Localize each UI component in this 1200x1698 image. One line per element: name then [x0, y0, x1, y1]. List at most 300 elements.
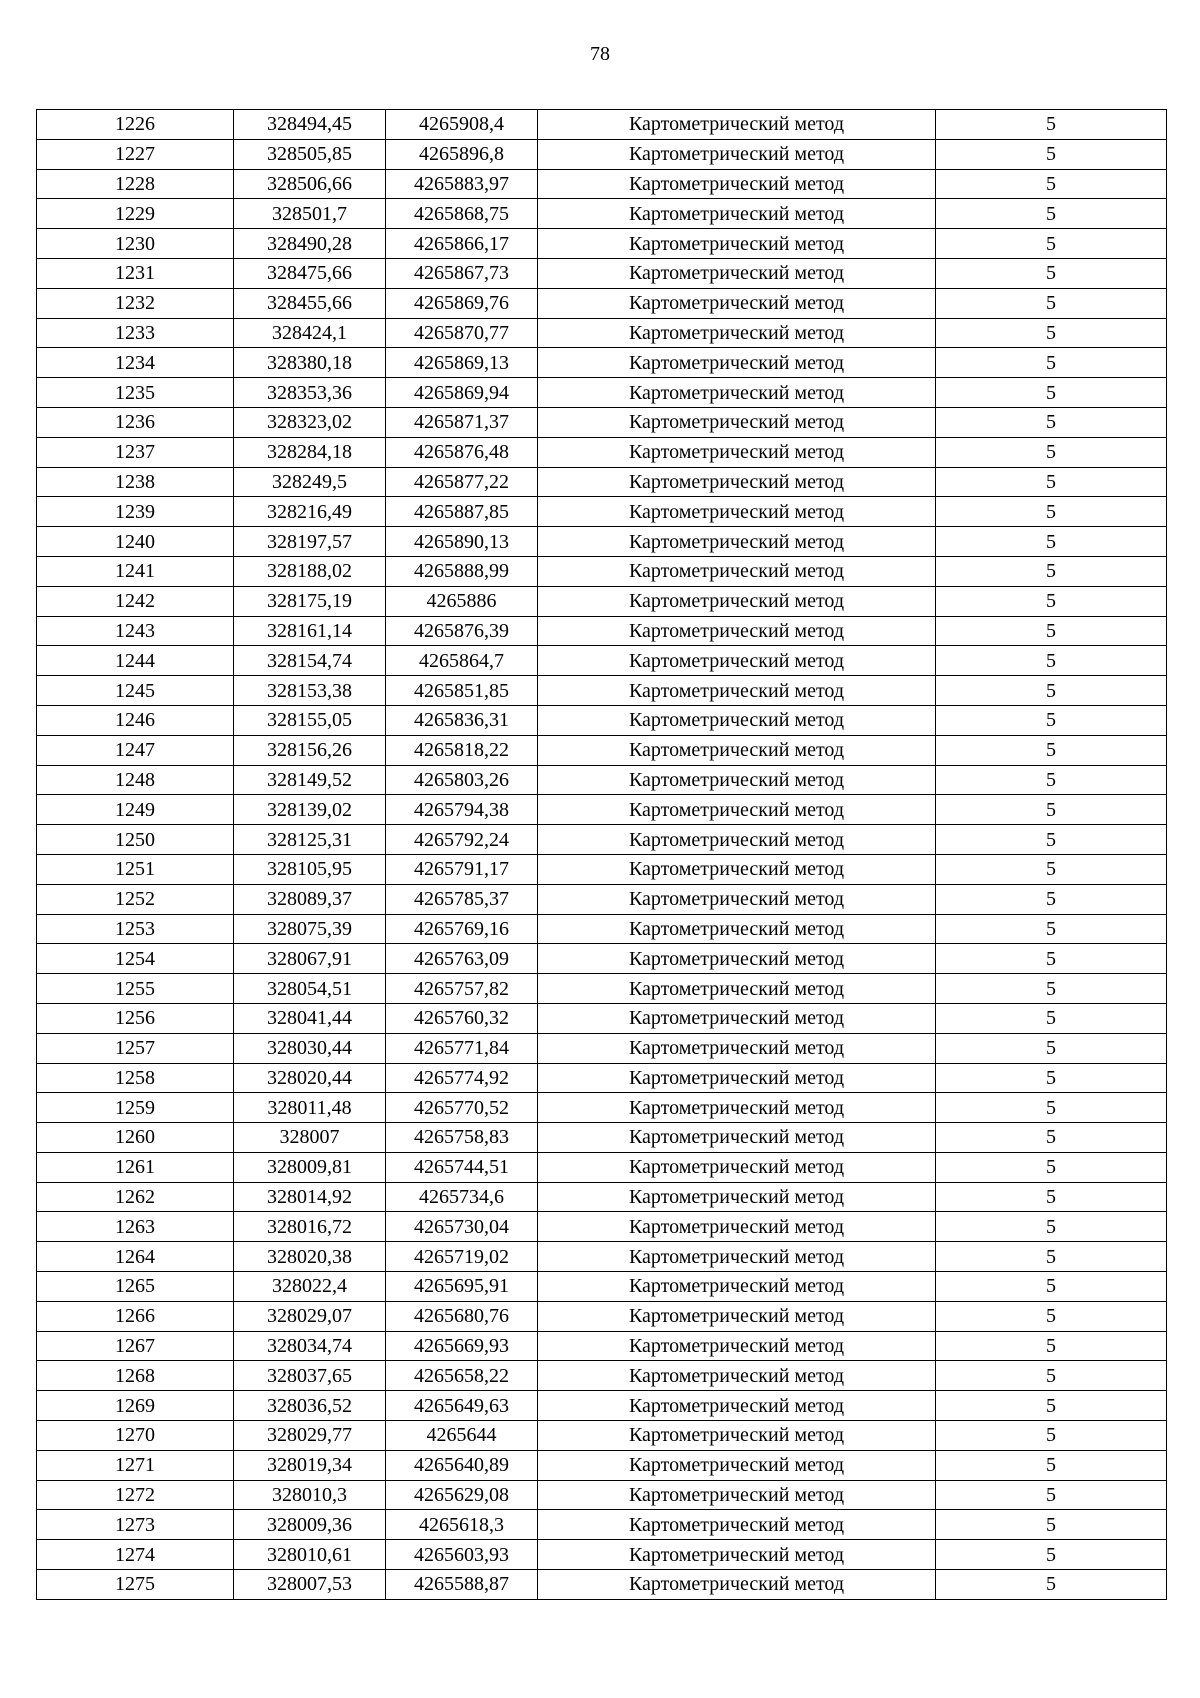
point-number-cell: 1245: [37, 676, 234, 706]
x-coordinate-cell: 328010,61: [234, 1540, 386, 1570]
table-row: [37, 288, 1167, 318]
y-coordinate-cell: 4265603,93: [386, 1540, 538, 1570]
y-coordinate-cell: 4265774,92: [386, 1063, 538, 1093]
table-row: [37, 854, 1167, 884]
method-cell: Картометрический метод: [538, 1242, 936, 1272]
y-coordinate-cell: 4265649,63: [386, 1391, 538, 1421]
method-cell: Картометрический метод: [538, 1182, 936, 1212]
table-row: [37, 169, 1167, 199]
table-row: [37, 944, 1167, 974]
precision-cell: 5: [936, 1570, 1167, 1600]
precision-cell: 5: [936, 437, 1167, 467]
method-cell: Картометрический метод: [538, 467, 936, 497]
x-coordinate-cell: 328156,26: [234, 735, 386, 765]
x-coordinate-cell: 328020,38: [234, 1242, 386, 1272]
method-cell: Картометрический метод: [538, 914, 936, 944]
point-number-cell: 1236: [37, 407, 234, 437]
y-coordinate-cell: 4265757,82: [386, 974, 538, 1004]
x-coordinate-cell: 328506,66: [234, 169, 386, 199]
table-row: [37, 1570, 1167, 1600]
table-row: [37, 378, 1167, 408]
precision-cell: 5: [936, 169, 1167, 199]
point-number-cell: 1232: [37, 288, 234, 318]
precision-cell: 5: [936, 735, 1167, 765]
y-coordinate-cell: 4265658,22: [386, 1361, 538, 1391]
y-coordinate-cell: 4265769,16: [386, 914, 538, 944]
method-cell: Картометрический метод: [538, 1033, 936, 1063]
x-coordinate-cell: 328075,39: [234, 914, 386, 944]
point-number-cell: 1260: [37, 1123, 234, 1153]
method-cell: Картометрический метод: [538, 348, 936, 378]
y-coordinate-cell: 4265887,85: [386, 497, 538, 527]
point-number-cell: 1247: [37, 735, 234, 765]
y-coordinate-cell: 4265896,8: [386, 139, 538, 169]
x-coordinate-cell: 328455,66: [234, 288, 386, 318]
precision-cell: 5: [936, 1093, 1167, 1123]
y-coordinate-cell: 4265771,84: [386, 1033, 538, 1063]
method-cell: Картометрический метод: [538, 258, 936, 288]
precision-cell: 5: [936, 586, 1167, 616]
x-coordinate-cell: 328009,36: [234, 1510, 386, 1540]
x-coordinate-cell: 328036,52: [234, 1391, 386, 1421]
y-coordinate-cell: 4265886: [386, 586, 538, 616]
table-row: [37, 1510, 1167, 1540]
x-coordinate-cell: 328054,51: [234, 974, 386, 1004]
y-coordinate-cell: 4265669,93: [386, 1331, 538, 1361]
x-coordinate-cell: 328011,48: [234, 1093, 386, 1123]
method-cell: Картометрический метод: [538, 616, 936, 646]
point-number-cell: 1264: [37, 1242, 234, 1272]
x-coordinate-cell: 328494,45: [234, 110, 386, 140]
point-number-cell: 1239: [37, 497, 234, 527]
method-cell: Картометрический метод: [538, 676, 936, 706]
y-coordinate-cell: 4265719,02: [386, 1242, 538, 1272]
point-number-cell: 1268: [37, 1361, 234, 1391]
y-coordinate-cell: 4265869,76: [386, 288, 538, 318]
y-coordinate-cell: 4265588,87: [386, 1570, 538, 1600]
precision-cell: 5: [936, 258, 1167, 288]
x-coordinate-cell: 328154,74: [234, 646, 386, 676]
method-cell: Картометрический метод: [538, 1331, 936, 1361]
table-row: [37, 1093, 1167, 1123]
point-number-cell: 1254: [37, 944, 234, 974]
method-cell: Картометрический метод: [538, 765, 936, 795]
method-cell: Картометрический метод: [538, 854, 936, 884]
method-cell: Картометрический метод: [538, 1480, 936, 1510]
method-cell: Картометрический метод: [538, 1510, 936, 1540]
y-coordinate-cell: 4265785,37: [386, 884, 538, 914]
x-coordinate-cell: 328105,95: [234, 854, 386, 884]
x-coordinate-cell: 328014,92: [234, 1182, 386, 1212]
point-number-cell: 1261: [37, 1152, 234, 1182]
method-cell: Картометрический метод: [538, 1361, 936, 1391]
precision-cell: 5: [936, 110, 1167, 140]
method-cell: Картометрический метод: [538, 825, 936, 855]
x-coordinate-cell: 328022,4: [234, 1272, 386, 1302]
precision-cell: 5: [936, 348, 1167, 378]
x-coordinate-cell: 328019,34: [234, 1450, 386, 1480]
method-cell: Картометрический метод: [538, 139, 936, 169]
table-row: [37, 1242, 1167, 1272]
precision-cell: 5: [936, 884, 1167, 914]
y-coordinate-cell: 4265870,77: [386, 318, 538, 348]
table-row: [37, 765, 1167, 795]
table-row: [37, 1123, 1167, 1153]
method-cell: Картометрический метод: [538, 646, 936, 676]
precision-cell: 5: [936, 944, 1167, 974]
x-coordinate-cell: 328089,37: [234, 884, 386, 914]
method-cell: Картометрический метод: [538, 199, 936, 229]
precision-cell: 5: [936, 825, 1167, 855]
method-cell: Картометрический метод: [538, 795, 936, 825]
x-coordinate-cell: 328424,1: [234, 318, 386, 348]
point-number-cell: 1248: [37, 765, 234, 795]
table-row: [37, 795, 1167, 825]
method-cell: Картометрический метод: [538, 169, 936, 199]
table-row: [37, 1063, 1167, 1093]
table-row: [37, 497, 1167, 527]
table-row: [37, 1003, 1167, 1033]
y-coordinate-cell: 4265851,85: [386, 676, 538, 706]
x-coordinate-cell: 328475,66: [234, 258, 386, 288]
table-row: [37, 139, 1167, 169]
precision-cell: 5: [936, 229, 1167, 259]
precision-cell: 5: [936, 795, 1167, 825]
precision-cell: 5: [936, 1272, 1167, 1302]
x-coordinate-cell: 328161,14: [234, 616, 386, 646]
x-coordinate-cell: 328197,57: [234, 527, 386, 557]
table-row: [37, 974, 1167, 1004]
precision-cell: 5: [936, 288, 1167, 318]
table-row: [37, 1421, 1167, 1451]
precision-cell: 5: [936, 1123, 1167, 1153]
method-cell: Картометрический метод: [538, 884, 936, 914]
table-row: [37, 1361, 1167, 1391]
x-coordinate-cell: 328020,44: [234, 1063, 386, 1093]
method-cell: Картометрический метод: [538, 527, 936, 557]
table-row: [37, 407, 1167, 437]
point-number-cell: 1272: [37, 1480, 234, 1510]
point-number-cell: 1238: [37, 467, 234, 497]
x-coordinate-cell: 328353,36: [234, 378, 386, 408]
table-row: [37, 825, 1167, 855]
x-coordinate-cell: 328505,85: [234, 139, 386, 169]
method-cell: Картометрический метод: [538, 1003, 936, 1033]
precision-cell: 5: [936, 467, 1167, 497]
point-number-cell: 1231: [37, 258, 234, 288]
point-number-cell: 1265: [37, 1272, 234, 1302]
y-coordinate-cell: 4265866,17: [386, 229, 538, 259]
y-coordinate-cell: 4265618,3: [386, 1510, 538, 1540]
method-cell: Картометрический метод: [538, 944, 936, 974]
table-row: [37, 1272, 1167, 1302]
x-coordinate-cell: 328380,18: [234, 348, 386, 378]
precision-cell: 5: [936, 1361, 1167, 1391]
x-coordinate-cell: 328007: [234, 1123, 386, 1153]
precision-cell: 5: [936, 914, 1167, 944]
point-number-cell: 1235: [37, 378, 234, 408]
point-number-cell: 1230: [37, 229, 234, 259]
x-coordinate-cell: 328153,38: [234, 676, 386, 706]
point-number-cell: 1246: [37, 705, 234, 735]
precision-cell: 5: [936, 1152, 1167, 1182]
point-number-cell: 1274: [37, 1540, 234, 1570]
point-number-cell: 1241: [37, 556, 234, 586]
precision-cell: 5: [936, 318, 1167, 348]
method-cell: Картометрический метод: [538, 1391, 936, 1421]
y-coordinate-cell: 4265888,99: [386, 556, 538, 586]
precision-cell: 5: [936, 765, 1167, 795]
table-row: [37, 1480, 1167, 1510]
point-number-cell: 1233: [37, 318, 234, 348]
precision-cell: 5: [936, 527, 1167, 557]
precision-cell: 5: [936, 616, 1167, 646]
precision-cell: 5: [936, 139, 1167, 169]
precision-cell: 5: [936, 646, 1167, 676]
y-coordinate-cell: 4265730,04: [386, 1212, 538, 1242]
x-coordinate-cell: 328034,74: [234, 1331, 386, 1361]
y-coordinate-cell: 4265680,76: [386, 1301, 538, 1331]
point-number-cell: 1250: [37, 825, 234, 855]
method-cell: Картометрический метод: [538, 1063, 936, 1093]
table-row: [37, 1540, 1167, 1570]
precision-cell: 5: [936, 1391, 1167, 1421]
method-cell: Картометрический метод: [538, 229, 936, 259]
point-number-cell: 1256: [37, 1003, 234, 1033]
table-row: [37, 735, 1167, 765]
point-number-cell: 1229: [37, 199, 234, 229]
point-number-cell: 1273: [37, 1510, 234, 1540]
x-coordinate-cell: 328490,28: [234, 229, 386, 259]
precision-cell: 5: [936, 1212, 1167, 1242]
point-number-cell: 1251: [37, 854, 234, 884]
table-row: [37, 646, 1167, 676]
precision-cell: 5: [936, 1182, 1167, 1212]
point-number-cell: 1266: [37, 1301, 234, 1331]
precision-cell: 5: [936, 676, 1167, 706]
precision-cell: 5: [936, 1540, 1167, 1570]
x-coordinate-cell: 328323,02: [234, 407, 386, 437]
y-coordinate-cell: 4265770,52: [386, 1093, 538, 1123]
method-cell: Картометрический метод: [538, 1212, 936, 1242]
x-coordinate-cell: 328016,72: [234, 1212, 386, 1242]
table-row: [37, 1331, 1167, 1361]
precision-cell: 5: [936, 1301, 1167, 1331]
x-coordinate-cell: 328007,53: [234, 1570, 386, 1600]
table-row: [37, 1033, 1167, 1063]
point-number-cell: 1228: [37, 169, 234, 199]
point-number-cell: 1269: [37, 1391, 234, 1421]
point-number-cell: 1253: [37, 914, 234, 944]
method-cell: Картометрический метод: [538, 1570, 936, 1600]
y-coordinate-cell: 4265877,22: [386, 467, 538, 497]
y-coordinate-cell: 4265760,32: [386, 1003, 538, 1033]
table-row: [37, 1450, 1167, 1480]
method-cell: Картометрический метод: [538, 407, 936, 437]
y-coordinate-cell: 4265803,26: [386, 765, 538, 795]
y-coordinate-cell: 4265864,7: [386, 646, 538, 676]
precision-cell: 5: [936, 705, 1167, 735]
x-coordinate-cell: 328155,05: [234, 705, 386, 735]
method-cell: Картометрический метод: [538, 705, 936, 735]
x-coordinate-cell: 328041,44: [234, 1003, 386, 1033]
precision-cell: 5: [936, 1480, 1167, 1510]
y-coordinate-cell: 4265871,37: [386, 407, 538, 437]
precision-cell: 5: [936, 407, 1167, 437]
y-coordinate-cell: 4265644: [386, 1421, 538, 1451]
table-row: [37, 437, 1167, 467]
precision-cell: 5: [936, 1003, 1167, 1033]
point-number-cell: 1255: [37, 974, 234, 1004]
y-coordinate-cell: 4265794,38: [386, 795, 538, 825]
method-cell: Картометрический метод: [538, 1450, 936, 1480]
point-number-cell: 1258: [37, 1063, 234, 1093]
table-row: [37, 229, 1167, 259]
page-number: 78: [590, 43, 610, 65]
method-cell: Картометрический метод: [538, 288, 936, 318]
x-coordinate-cell: 328175,19: [234, 586, 386, 616]
precision-cell: 5: [936, 378, 1167, 408]
y-coordinate-cell: 4265695,91: [386, 1272, 538, 1302]
method-cell: Картометрический метод: [538, 318, 936, 348]
y-coordinate-cell: 4265908,4: [386, 110, 538, 140]
table-row: [37, 110, 1167, 140]
table-row: [37, 199, 1167, 229]
point-number-cell: 1244: [37, 646, 234, 676]
method-cell: Картометрический метод: [538, 1272, 936, 1302]
y-coordinate-cell: 4265867,73: [386, 258, 538, 288]
y-coordinate-cell: 4265758,83: [386, 1123, 538, 1153]
table-row: [37, 676, 1167, 706]
point-number-cell: 1252: [37, 884, 234, 914]
method-cell: Картометрический метод: [538, 378, 936, 408]
x-coordinate-cell: 328216,49: [234, 497, 386, 527]
method-cell: Картометрический метод: [538, 1421, 936, 1451]
precision-cell: 5: [936, 1450, 1167, 1480]
y-coordinate-cell: 4265869,94: [386, 378, 538, 408]
y-coordinate-cell: 4265744,51: [386, 1152, 538, 1182]
x-coordinate-cell: 328501,7: [234, 199, 386, 229]
table-row: [37, 586, 1167, 616]
table-row: [37, 348, 1167, 378]
table-row: [37, 1391, 1167, 1421]
y-coordinate-cell: 4265629,08: [386, 1480, 538, 1510]
point-number-cell: 1234: [37, 348, 234, 378]
method-cell: Картометрический метод: [538, 735, 936, 765]
y-coordinate-cell: 4265869,13: [386, 348, 538, 378]
table-row: [37, 1301, 1167, 1331]
point-number-cell: 1275: [37, 1570, 234, 1600]
point-number-cell: 1262: [37, 1182, 234, 1212]
method-cell: Картометрический метод: [538, 1123, 936, 1153]
method-cell: Картометрический метод: [538, 497, 936, 527]
x-coordinate-cell: 328125,31: [234, 825, 386, 855]
point-number-cell: 1240: [37, 527, 234, 557]
x-coordinate-cell: 328139,02: [234, 795, 386, 825]
point-number-cell: 1227: [37, 139, 234, 169]
y-coordinate-cell: 4265640,89: [386, 1450, 538, 1480]
point-number-cell: 1237: [37, 437, 234, 467]
table-row: [37, 1212, 1167, 1242]
table-row: [37, 914, 1167, 944]
precision-cell: 5: [936, 1033, 1167, 1063]
y-coordinate-cell: 4265734,6: [386, 1182, 538, 1212]
table-row: [37, 467, 1167, 497]
coordinates-table: [36, 109, 1167, 1600]
method-cell: Картометрический метод: [538, 1152, 936, 1182]
point-number-cell: 1270: [37, 1421, 234, 1451]
y-coordinate-cell: 4265836,31: [386, 705, 538, 735]
x-coordinate-cell: 328249,5: [234, 467, 386, 497]
x-coordinate-cell: 328067,91: [234, 944, 386, 974]
y-coordinate-cell: 4265791,17: [386, 854, 538, 884]
method-cell: Картометрический метод: [538, 437, 936, 467]
precision-cell: 5: [936, 854, 1167, 884]
y-coordinate-cell: 4265876,39: [386, 616, 538, 646]
point-number-cell: 1267: [37, 1331, 234, 1361]
method-cell: Картометрический метод: [538, 556, 936, 586]
y-coordinate-cell: 4265890,13: [386, 527, 538, 557]
x-coordinate-cell: 328010,3: [234, 1480, 386, 1510]
point-number-cell: 1271: [37, 1450, 234, 1480]
method-cell: Картометрический метод: [538, 1301, 936, 1331]
table-row: [37, 1182, 1167, 1212]
point-number-cell: 1263: [37, 1212, 234, 1242]
precision-cell: 5: [936, 1242, 1167, 1272]
point-number-cell: 1259: [37, 1093, 234, 1123]
precision-cell: 5: [936, 1331, 1167, 1361]
method-cell: Картометрический метод: [538, 1540, 936, 1570]
table-row: [37, 258, 1167, 288]
x-coordinate-cell: 328149,52: [234, 765, 386, 795]
x-coordinate-cell: 328009,81: [234, 1152, 386, 1182]
precision-cell: 5: [936, 556, 1167, 586]
table-row: [37, 318, 1167, 348]
point-number-cell: 1242: [37, 586, 234, 616]
x-coordinate-cell: 328029,77: [234, 1421, 386, 1451]
precision-cell: 5: [936, 1510, 1167, 1540]
table-row: [37, 705, 1167, 735]
x-coordinate-cell: 328030,44: [234, 1033, 386, 1063]
method-cell: Картометрический метод: [538, 1093, 936, 1123]
y-coordinate-cell: 4265876,48: [386, 437, 538, 467]
precision-cell: 5: [936, 1063, 1167, 1093]
precision-cell: 5: [936, 974, 1167, 1004]
x-coordinate-cell: 328029,07: [234, 1301, 386, 1331]
table-row: [37, 1152, 1167, 1182]
coordinates-table-body: [37, 110, 1167, 1600]
method-cell: Картометрический метод: [538, 110, 936, 140]
point-number-cell: 1226: [37, 110, 234, 140]
point-number-cell: 1243: [37, 616, 234, 646]
y-coordinate-cell: 4265868,75: [386, 199, 538, 229]
table-row: [37, 884, 1167, 914]
method-cell: Картометрический метод: [538, 974, 936, 1004]
method-cell: Картометрический метод: [538, 586, 936, 616]
table-row: [37, 616, 1167, 646]
precision-cell: 5: [936, 497, 1167, 527]
point-number-cell: 1257: [37, 1033, 234, 1063]
precision-cell: 5: [936, 199, 1167, 229]
table-row: [37, 556, 1167, 586]
x-coordinate-cell: 328284,18: [234, 437, 386, 467]
y-coordinate-cell: 4265792,24: [386, 825, 538, 855]
x-coordinate-cell: 328037,65: [234, 1361, 386, 1391]
table-row: [37, 527, 1167, 557]
precision-cell: 5: [936, 1421, 1167, 1451]
y-coordinate-cell: 4265883,97: [386, 169, 538, 199]
x-coordinate-cell: 328188,02: [234, 556, 386, 586]
